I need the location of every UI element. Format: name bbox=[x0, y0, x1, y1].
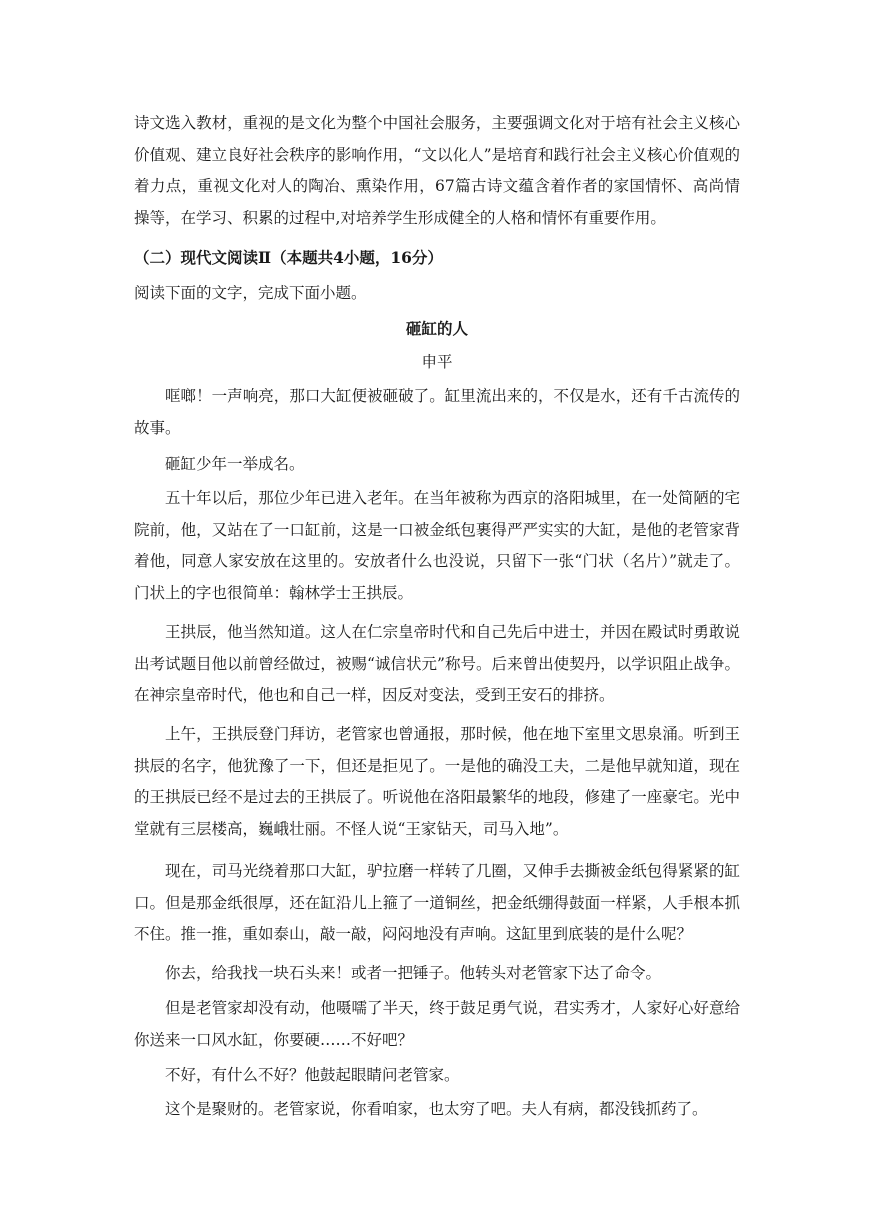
article-paragraph: 你去，给我找一块石头来！或者一把锤子。他转头对老管家下达了命令。 bbox=[165, 964, 662, 982]
article-paragraph: 这个是聚财的。老管家说，你看咱家，也太穷了吧。夫人有病，都没钱抓药了。 bbox=[165, 1100, 708, 1118]
article-paragraph: 上午，王拱辰登门拜访，老管家也曾通报，那时候，他在地下室里文思泉涌。听到王拱辰的名字，他犹豫了一下，但还是拒见了。一是他的确没工夫，二是他早就知道，现在的王拱辰已经不是过去的王拱辰了。听说他在洛阳最繁华的地段，修建了一座豪宅。光中堂就有三层楼高，巍峨壮丽。不怪人说“王家钻天，司马入地”。 bbox=[134, 725, 740, 838]
article-author: 申平 bbox=[421, 353, 453, 371]
article-paragraph: 现在，司马光绕着那口大缸，驴拉磨一样转了几圈，又伸手去撕被金纸包得紧紧的缸口。但是那金纸很厚，还在缸沿儿上箍了一道铜丝，把金纸绷得鼓面一样紧，人手根本抓不住。推一推，重如泰山，敲一敲，闷闷地没有声响。这缸里到底装的是什么呢？ bbox=[134, 862, 740, 943]
article-paragraph: 哐啷！一声响亮，那口大缸便被砸破了。缸里流出来的，不仅是水，还有千古流传的故事。 bbox=[134, 387, 740, 437]
intro-paragraph: 诗文选入教材，重视的是文化为整个中国社会服务，主要强调文化对于培有社会主义核心价值观、建立良好社会秩序的影响作用，“文以化人”是培育和践行社会主义核心价值观的着力点，重视文化对人的陶冶、熏染作用，67篇古诗文蕴含着作者的家国情怀、高尚情操等，在学习、积累的过程中,对培养学生形成健全的人格和情怀有重要作用。 bbox=[134, 114, 740, 227]
article-paragraph: 不好，有什么不好？他鼓起眼睛问老管家。 bbox=[165, 1066, 460, 1084]
article-paragraph: 王拱辰，他当然知道。这人在仁宗皇帝时代和自己先后中进士，并因在殿试时勇敢说出考试题目他以前曾经做过，被赐“诚信状元”称号。后来曾出使契丹，以学识阻止战争。在神宗皇帝时代，他也和自己一样，因反对变法，受到王安石的排挤。 bbox=[134, 623, 740, 704]
reading-instruction: 阅读下面的文字，完成下面小题。 bbox=[134, 284, 367, 302]
article-title: 砸缸的人 bbox=[405, 319, 468, 338]
article-paragraph: 但是老管家却没有动，他嗫嚅了半天，终于鼓足勇气说，君实秀才，人家好心好意给你送来一口风水缸，你要硬……不好吧？ bbox=[134, 999, 740, 1049]
article-paragraph: 砸缸少年一举成名。 bbox=[165, 455, 305, 473]
article-paragraph: 五十年以后，那位少年已进入老年。在当年被称为西京的洛阳城里，在一处简陋的宅院前，他，又站在了一口缸前，这是一口被金纸包裹得严严实实的大缸，是他的老管家背着他，同意人家安放在这里的。安放者什么也没说，只留下一张“门状（名片）”就走了。门状上的字也很简单：翰林学士王拱辰。 bbox=[134, 489, 740, 602]
section-heading: （二）现代文阅读Ⅱ（本题共4小题，16分） bbox=[134, 248, 443, 267]
